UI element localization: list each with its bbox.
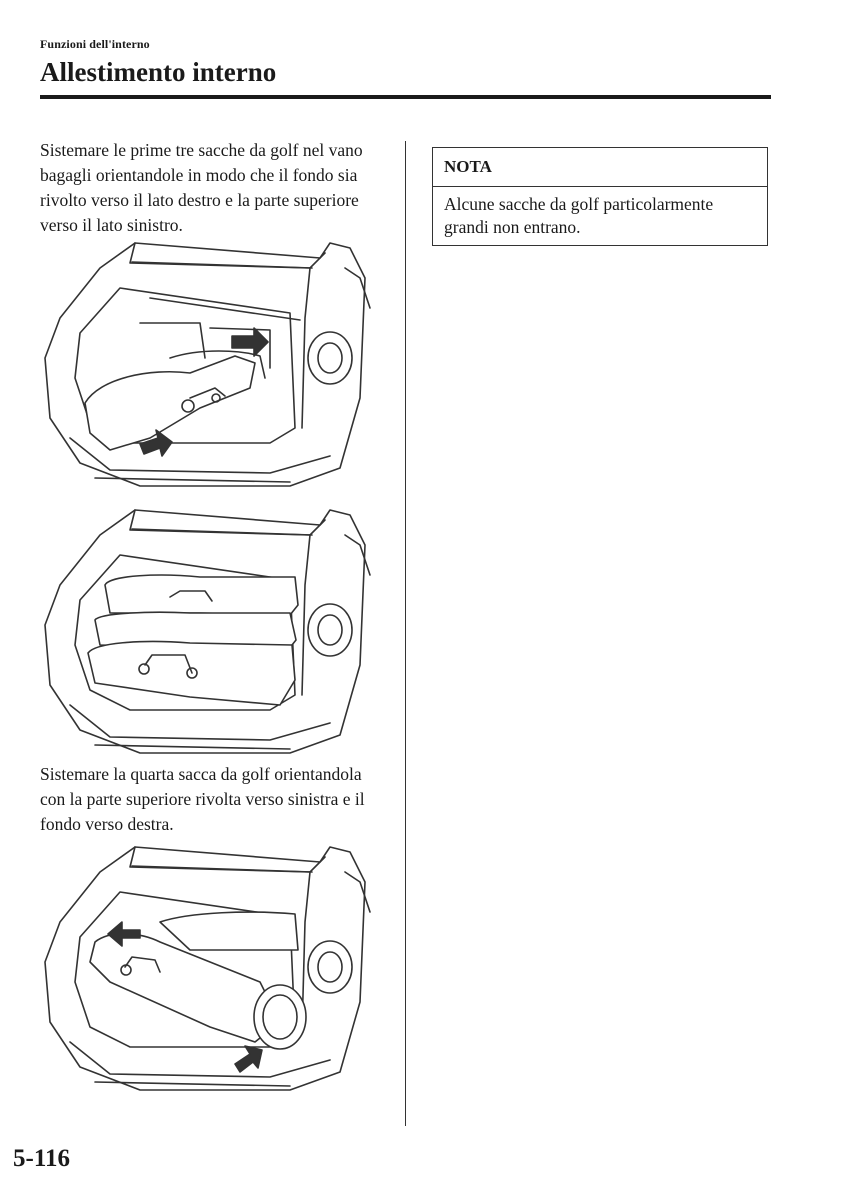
page-title: Allestimento interno (40, 57, 277, 87)
note-body: Alcune sacche da golf particolarmente grandi non entrano. (444, 194, 714, 237)
instruction-paragraph-1: Sistemare le prime tre sacche da golf nel vano bagagli orientandole in modo che il fondo sia rivolto verso il lato destro e la parte superiore verso il lato sinistro. (40, 140, 363, 235)
title-rule (40, 95, 771, 99)
figure-three-golf-bags-placed (40, 505, 385, 755)
note-title: NOTA (433, 148, 767, 187)
instruction-paragraph-2: Sistemare la quarta sacca da golf orientandola con la parte superiore rivolta verso sinistra e il fondo verso destra. (40, 764, 365, 834)
figure-fourth-golf-bag (40, 842, 385, 1092)
figure-golf-bags-first-placement (40, 238, 385, 488)
page-number: 5-116 (13, 1145, 70, 1172)
section-label: Funzioni dell'interno (40, 37, 150, 51)
column-divider (405, 141, 406, 1126)
note-box (432, 147, 768, 246)
